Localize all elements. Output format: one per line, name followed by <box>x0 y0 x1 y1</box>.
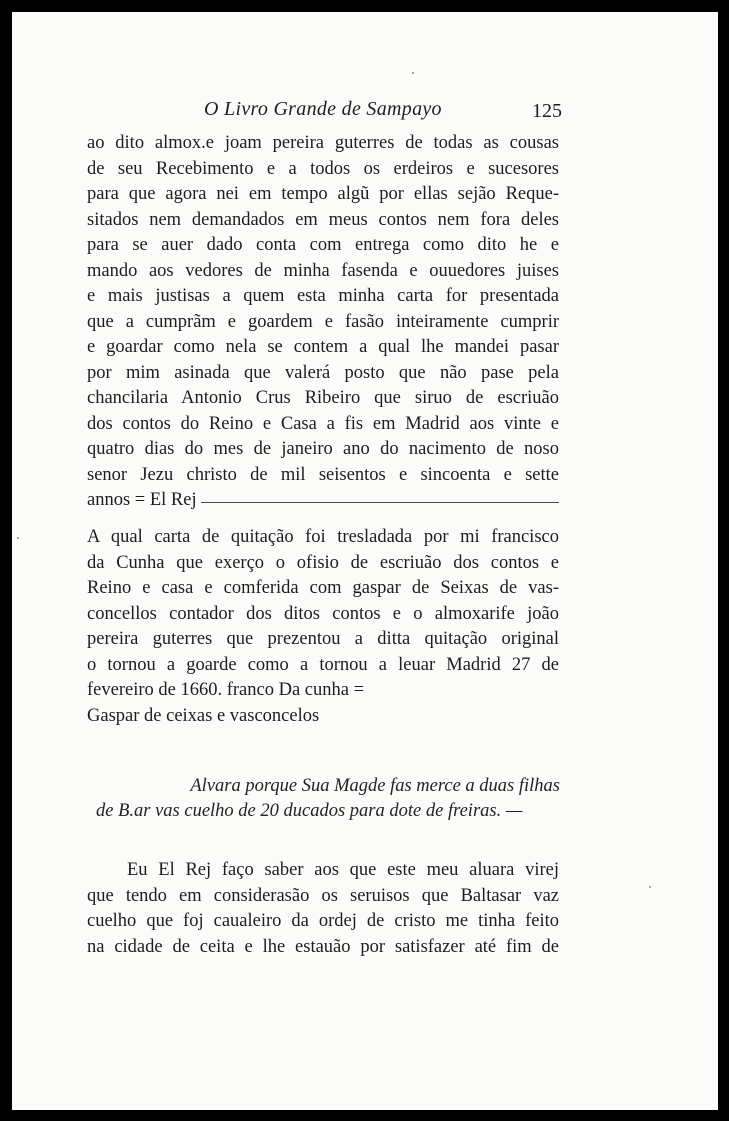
text-line: dos contos do Reino e Casa a fis em Madrid aos vinte e <box>87 413 559 434</box>
heading-line: de B.ar vas cuelho de 20 ducados para dote de freiras. — <box>96 801 523 821</box>
text-line: Gaspar de ceixas e vasconcelos <box>87 705 320 726</box>
paper-speck <box>412 72 414 74</box>
text-line: da Cunha que exerço o ofisio de escriuão dos contos e <box>87 552 559 573</box>
paper-speck <box>17 537 19 539</box>
paragraph-letter-ending <box>87 131 559 514</box>
text-line: concellos contador dos ditos contos e o almoxarife joão <box>87 603 559 624</box>
text-line: chancilaria Antonio Crus Ribeiro que siruo de escriuão <box>87 388 559 408</box>
text-line: e mais justisas a quem esta minha carta for presentada <box>87 286 559 306</box>
text-line: sitados nem demandados em meus contos nem fora deles <box>87 209 559 230</box>
signature-text: annos = El Rej <box>87 490 197 510</box>
text-line: pereira guterres que prezentou a ditta quitação original <box>87 629 559 649</box>
text-line: ao dito almox.e joam pereira guterres de todas as cousas <box>87 133 559 153</box>
page-number: 125 <box>532 100 562 122</box>
running-head <box>12 98 718 128</box>
signature-line <box>87 488 559 514</box>
text-line: para se auer dado conta com entrega como dito he e <box>87 235 559 255</box>
text-line: na cidade de ceita e lhe estauão por satisfazer até fim de <box>87 936 559 957</box>
text-line: que tendo em considerasão os seruisos que Baltasar vaz <box>87 885 559 906</box>
paragraph-transcription-note <box>87 525 559 729</box>
signature-rule <box>201 502 559 503</box>
text-line: Reino e casa e comferida com gaspar de Seixas de vas- <box>87 578 559 598</box>
text-line: de seu Recebimento e a todos os erdeiros e sucesores <box>87 158 559 179</box>
running-title: O Livro Grande de Sampayo <box>204 98 442 120</box>
paper-speck <box>649 886 651 888</box>
paragraph-alvara <box>87 858 559 960</box>
text-line: que a cumprãm e goardem e fasão inteiramente cumprir <box>87 311 559 332</box>
text-line: o tornou a goarde como a tornou a leuar Madrid 27 de <box>87 654 559 675</box>
heading-line: Alvara porque Sua Magde fas merce a duas filhas <box>190 776 560 796</box>
text-line: senor Jezu christo de mil seisentos e sincoenta e sette <box>87 464 559 485</box>
text-line: A qual carta de quitação foi tresladada por mi francisco <box>87 527 559 547</box>
text-line: cuelho que foj caualeiro da ordej de cristo me tinha feito <box>87 911 559 931</box>
text-line: e goardar como nela se contem a qual lhe mandei pasar <box>87 337 559 357</box>
text-line: quatro dias do mes de janeiro ano do nacimento de noso <box>87 439 559 459</box>
text-line: Eu El Rej faço saber aos que este meu aluara virej <box>127 860 559 880</box>
text-line: fevereiro de 1660. franco Da cunha = <box>87 680 365 700</box>
text-line: para que agora nei em tempo algũ por ellas sejão Reque- <box>87 184 559 204</box>
section-heading <box>96 774 560 824</box>
book-page <box>12 12 718 1110</box>
text-line: por mim asinada que valerá posto que não pase pela <box>87 362 559 383</box>
text-line: mando aos vedores de minha fasenda e ouuedores juises <box>87 260 559 281</box>
